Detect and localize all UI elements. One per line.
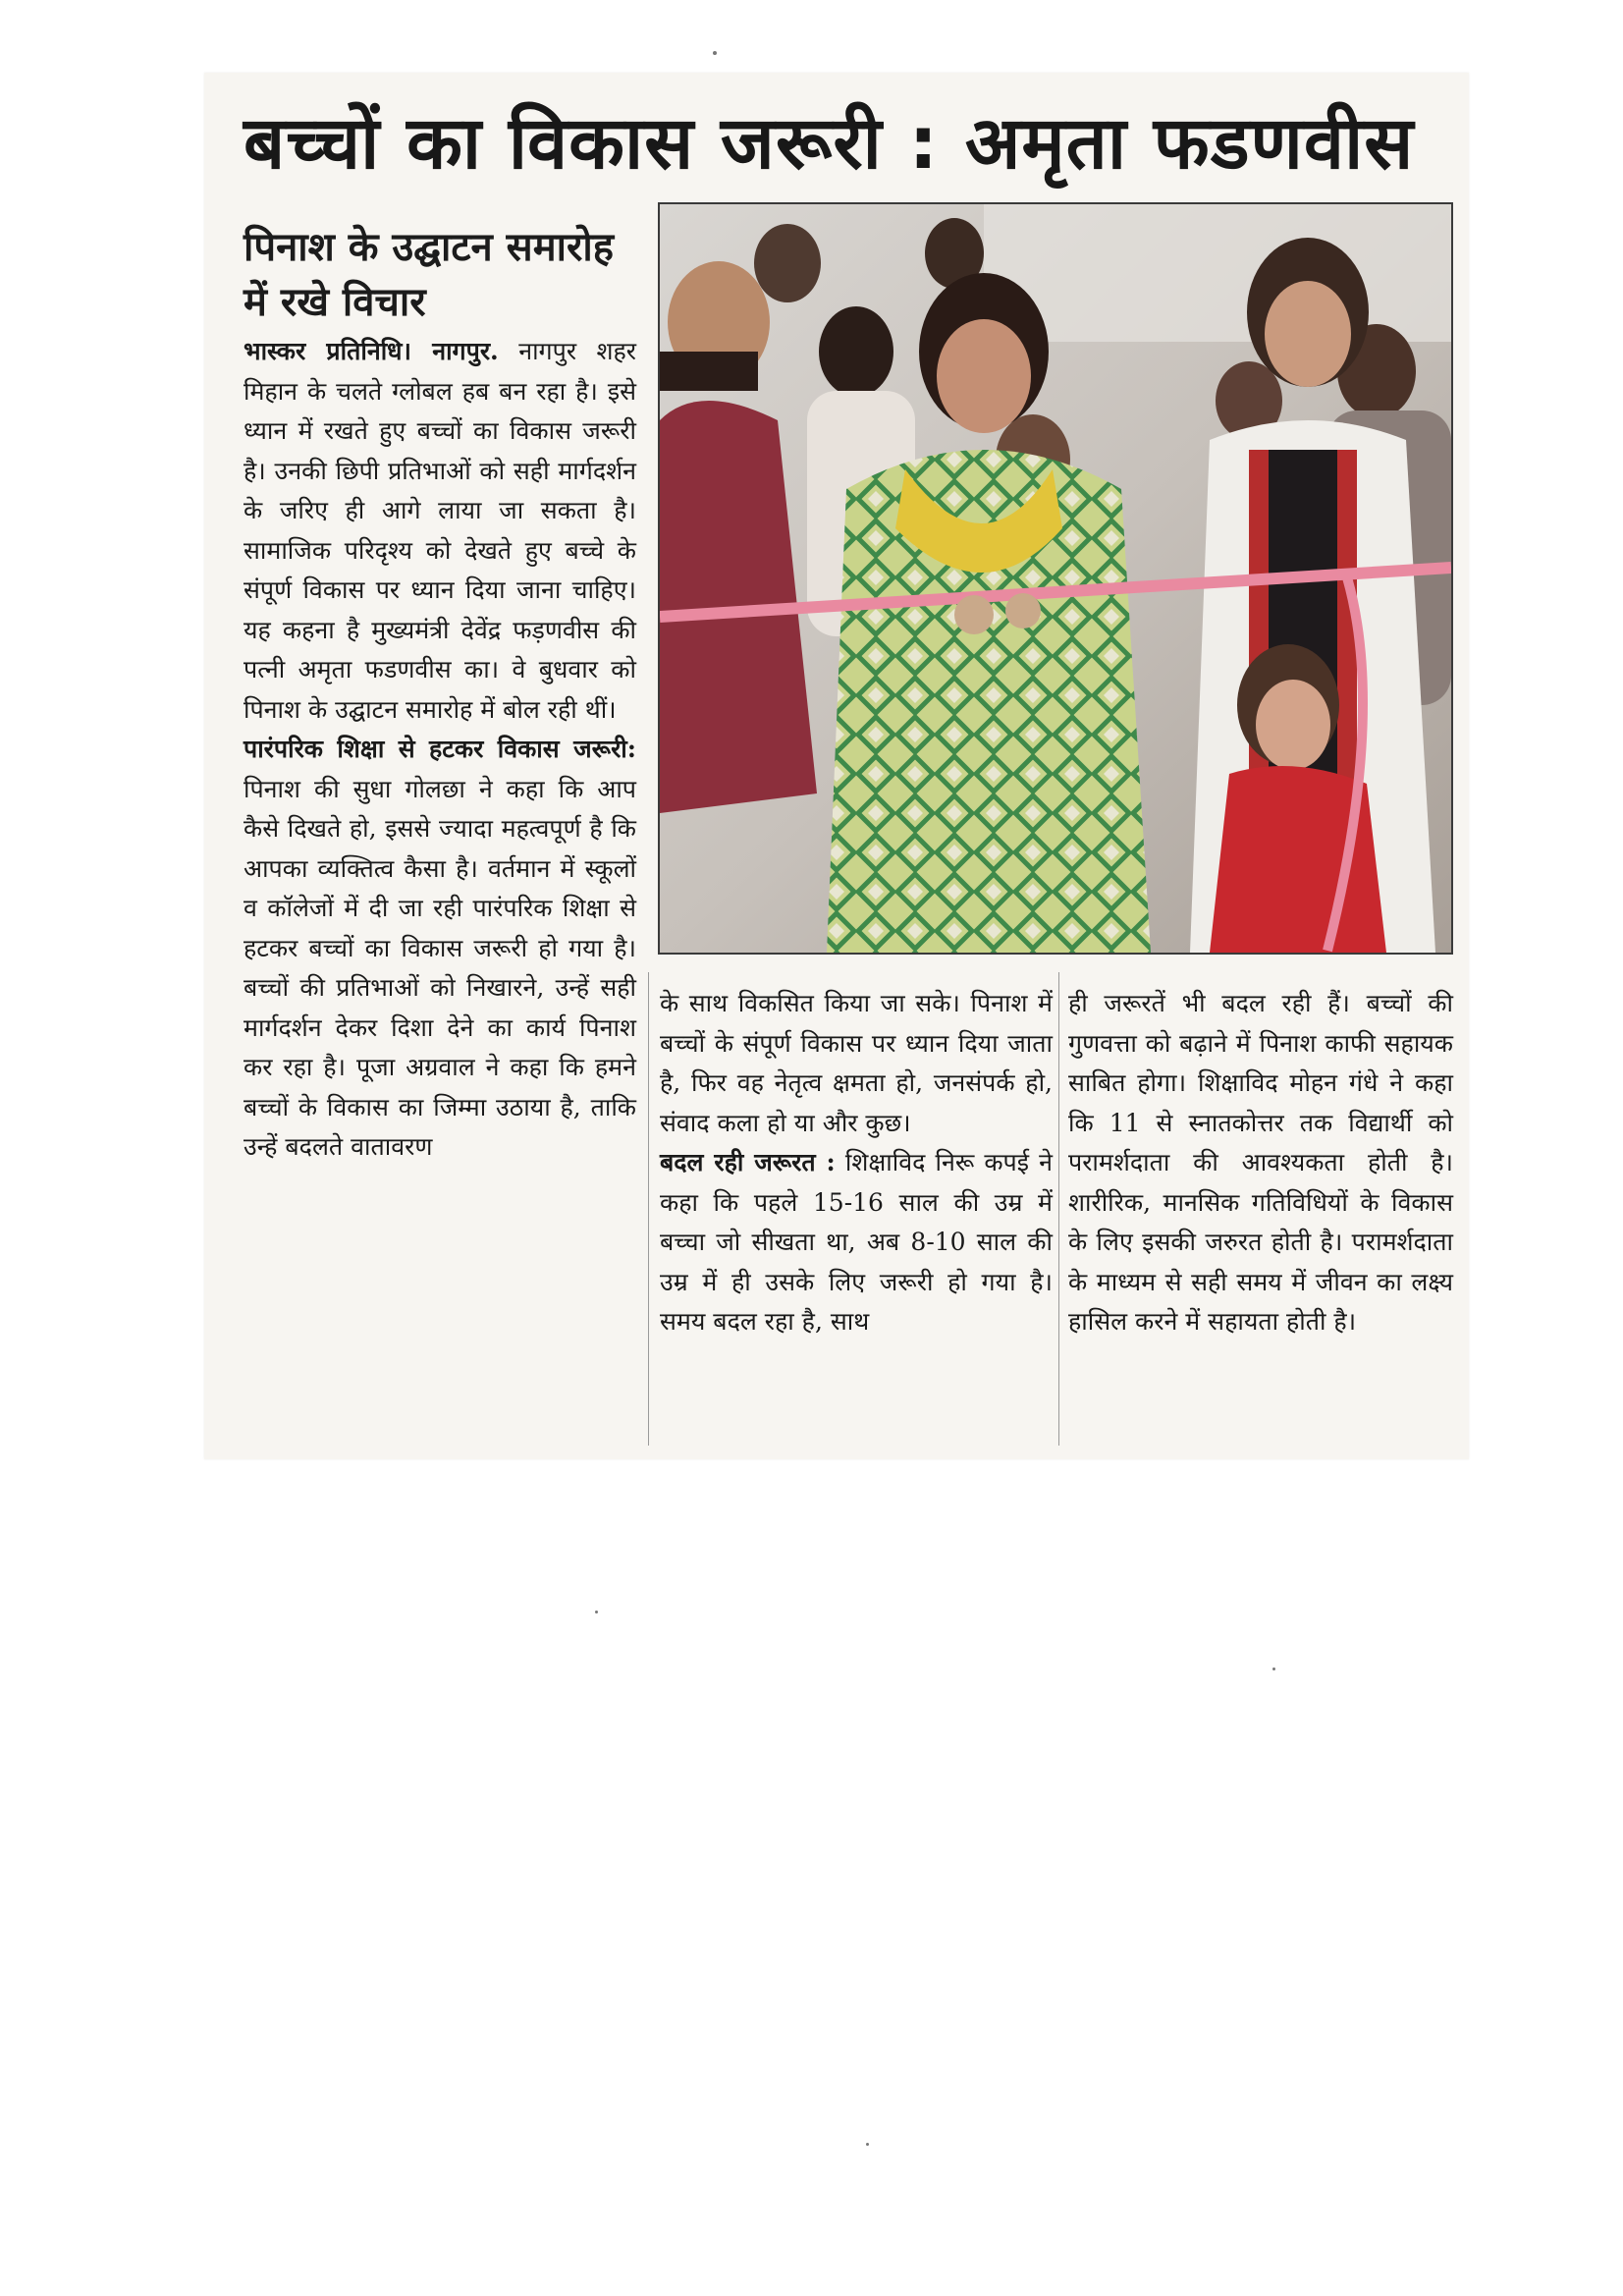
- intro-paragraph: [243, 332, 636, 730]
- article-column-2: [660, 984, 1053, 1342]
- section-text: पिनाश की सुधा गोलछा ने कहा कि आप कैसे दिखते हो, इससे ज्यादा महत्वपूर्ण है कि आपका व्यक्तित्व कैसा है। वर्तमान में स्कूलों व कॉलेजों में दी जा रही पारंपरिक शिक्षा से हटकर बच्चों का विकास जरूरी हो गया है। बच्चों की प्रतिभाओं को निखारने, उन्हें सही मार्गदर्शन देकर दिशा देने का कार्य पिनाश कर रहा है। पूजा अग्रवाल ने कहा कि हमने बच्चों के विकास का जिम्मा उठाया है, ताकि उन्हें बदलते वातावरण: [243, 774, 636, 1161]
- ribbon-cutting-photo: [660, 204, 1451, 953]
- column-divider: [648, 972, 649, 1446]
- continued-paragraph: ही जरूरतें भी बदल रही हैं। बच्चों की गुणवत्ता को बढ़ाने में पिनाश काफी सहायक साबित होगा। शिक्षाविद मोहन गंधे ने कहा कि 11 से स्नातकोत्तर तक विद्यार्थी को परामर्शदाता की आवश्यकता होती है। शारीरिक, मानसिक गतिविधियों के विकास के लिए इसकी जरुरत होती है। परामर्शदाता के माध्यम से सही समय में जीवन का लक्ष्य हासिल करने में सहायता होती है।: [1068, 989, 1453, 1336]
- speck: [866, 2143, 869, 2146]
- dateline: भास्कर प्रतिनिधि। नागपुर.: [243, 337, 499, 365]
- section-text: शिक्षाविद निरू कपई ने कहा कि पहले 15-16 साल की उम्र में बच्चा जो सीखता था, अब 8-10 साल की उम्र में ही उसके लिए जरूरी हो गया है। समय बदल रहा है, साथ: [660, 1148, 1053, 1336]
- continued-paragraph: के साथ विकसित किया जा सके। पिनाश में बच्चों के संपूर्ण विकास पर ध्यान दिया जाता है, फिर वह नेतृत्व क्षमता हो, जनसंपर्क हो, संवाद कला हो या और कुछ।: [660, 989, 1053, 1137]
- section-subhead: पारंपरिक शिक्षा से हटकर विकास जरूरी:: [243, 735, 636, 763]
- article-column-3: [1068, 984, 1453, 1342]
- column-divider: [1058, 972, 1059, 1446]
- section-paragraph: [243, 730, 636, 1168]
- speck: [1272, 1667, 1275, 1670]
- speck: [595, 1611, 598, 1613]
- section-subhead: बदल रही जरूरत :: [660, 1148, 836, 1176]
- headline: बच्चों का विकास जरूरी : अमृता फडणवीस: [243, 101, 1415, 186]
- event-photo: [658, 202, 1453, 955]
- subheadline: पिनाश के उद्घाटन समारोह में रखे विचार: [243, 225, 614, 325]
- section-paragraph: [660, 1143, 1053, 1342]
- speck: [713, 51, 717, 55]
- intro-text: नागपुर शहर मिहान के चलते ग्लोबल हब बन रहा है। इसे ध्यान में रखते हुए बच्चों का विकास जरूरी है। उनकी छिपी प्रतिभाओं को सही मार्गदर्शन के जरिए ही आगे लाया जा सकता है। सामाजिक परिदृश्य को देखते हुए बच्चे के संपूर्ण विकास पर ध्यान दिया जाना चाहिए। यह कहना है मुख्यमंत्री देवेंद्र फड़णवीस की पत्नी अमृता फडणवीस का। वे बुधवार को पिनाश के उद्घाटन समारोह में बोल रही थीं।: [243, 337, 636, 724]
- article-column-1: [243, 332, 636, 1168]
